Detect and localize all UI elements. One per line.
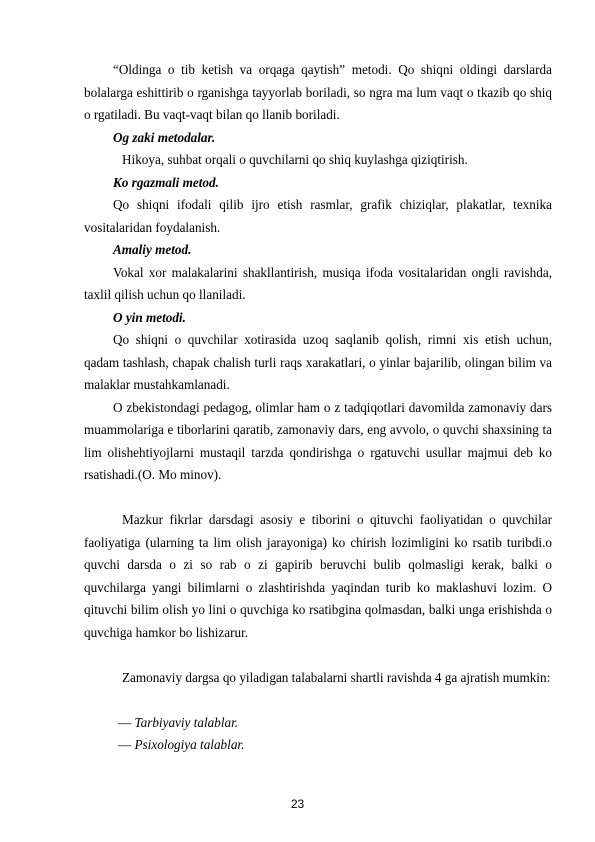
paragraph-game-method: Qo shiqni o quvchilar xotirasida uzoq saqlanib qolish, rimni xis etish uchun, qadam tashlash, chapak chalish turli raqs xarakatlari, o yinlar bajarilib, olingan bilim va malaklar mustahkamlanadi. [84,332,552,392]
paragraph-modern-lesson-requirements: Zamonaviy dargsa qo yiladigan talabalarni shartli ravishda 4 ga ajratish mumkin: [122,669,551,685]
list-item-text: Psixologiya talablar. [134,737,245,752]
heading-visual-method: Ko rgazmali metod. [113,174,219,190]
list-item [84,712,552,735]
paragraph-uzbek-pedagogues: O zbekistondagi pedagog, olimlar ham o z tadqiqotlari davomilda zamonaviy dars muammolariga e tiborlarini qaratib, zamonaviy dars, eng avvolo, o quvchi shaxsining ta lim olishehtiyojlarni mustaqil tarzda qondirishga o rgatuvchi usullar majmui deb ko rsatishadi.(O. Mo minov). [84,399,552,482]
list-item-text: Tarbiyaviy talablar. [134,714,239,730]
heading-game-method: O yin metodi. [113,309,186,325]
paragraph-practical-method: Vokal xor malakalarini shakllantirish, musiqa ifoda vositalaridan ongli ravishda, taxlil qilish uchun qo llaniladi. [84,264,552,302]
paragraph-forward-backward-method: “Oldinga o tib ketish va orqaga qaytish” metodi. Qo shiqni oldingi darslarda bolalarga eshittirib o rganishga tayyorlab boriladi, so ngra ma lum vaqt o tkazib qo shiq o rgatiladi. Bu vaqt-vaqt bilan qo llanib boriladi. [84,62,552,122]
page-number: 23 [290,797,305,811]
list-dash: — [118,737,132,752]
heading-practical-method: Amaliy metod. [113,242,192,257]
list-dash: — [118,714,132,730]
heading-oral-methods: Og zaki metodalar. [113,129,216,145]
list-item [84,734,552,757]
paragraph-oral-methods: Hikoya, suhbat orqali o quvchilarni qo shiq kuylashga qiziqtirish. [122,152,468,167]
paragraph-teacher-activity: Mazkur fikrlar darsdagi asosiy e tiborini o qituvchi faoliyatidan o quvchilar faoliyatiga (ularning ta lim olish jarayoniga) ko chirish lozimligini ko rsatib turibdi.o quvchi darsda o zi so rab o zi gapirib beruvchi bulib qolmasligi kerak, balki o quvchilarga yangi bilimlarni o zlashtirishda yaqindan turib ko maklashuvi lozim. O qituvchi bilim olish yo lini o quvchiga ko rsatibgina qolmasdan, balki unga erishishda o quvchiga hamkor bo lishizarur. [84,512,552,640]
paragraph-visual-method: Qo shiqni ifodali qilib ijro etish rasmlar, grafik chiziqlar, plakatlar, texnika vositalaridan foydalanish. [84,197,552,235]
